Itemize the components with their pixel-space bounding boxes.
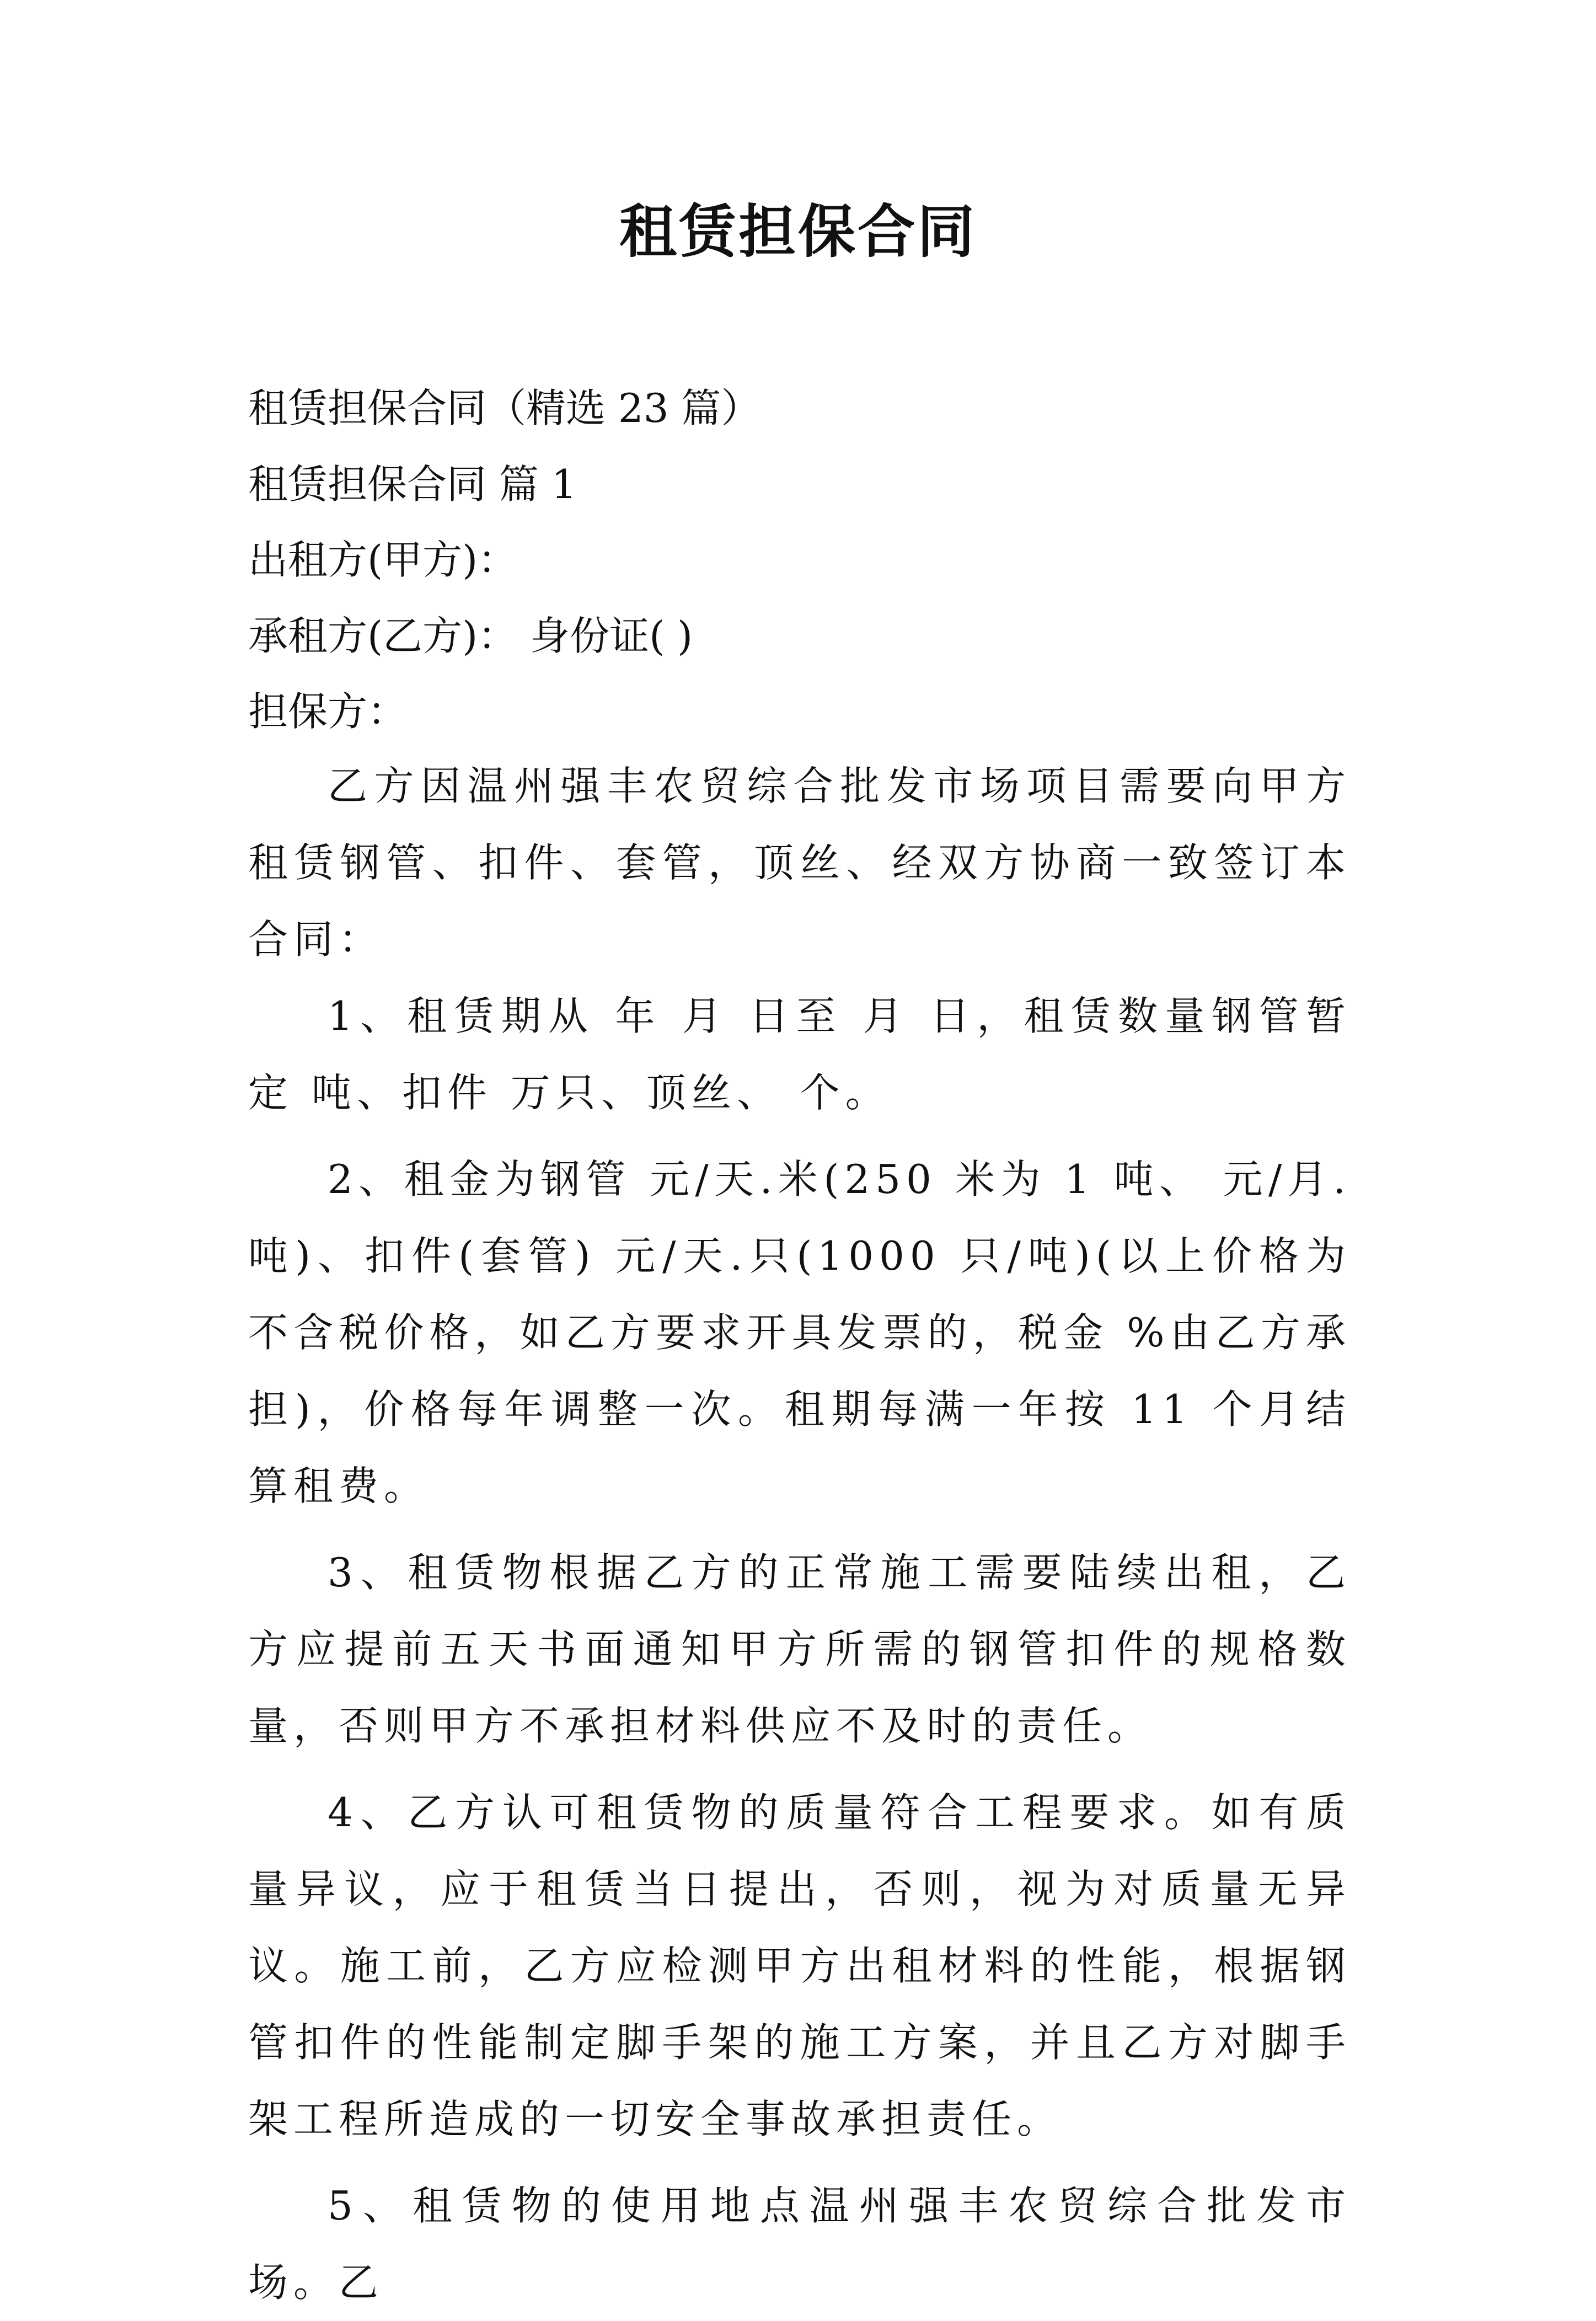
clause-2: 2、租金为钢管 元/天.米(250 米为 1 吨、 元/月.吨)、扣件(套管) 元/天.只(1000 只/吨)(以上价格为不含税价格，如乙方要求开具发票的，税金 %由乙方承担)，价格每年调整一次。租期每满一年按 11 个月结算租费。 [248, 1156, 1351, 1509]
clause-3: 3、租赁物根据乙方的正常施工需要陆续出租，乙方应提前五天书面通知甲方所需的钢管扣件的规格数量，否则甲方不承担材料供应不及时的责任。 [248, 1549, 1351, 1749]
clause-5: 5、租赁物的使用地点温州强丰农贸综合批发市场。乙 [248, 2183, 1351, 2306]
lessee-line: 承租方(乙方)： 身份证( ) [248, 613, 693, 659]
subtitle-line: 租赁担保合同（精选 23 篇） [248, 385, 761, 431]
clause-4: 4、乙方认可租赁物的质量符合工程要求。如有质量异议，应于租赁当日提出，否则，视为对质量无异议。施工前，乙方应检测甲方出租材料的性能，根据钢管扣件的性能制定脚手架的施工方案，并且乙方对脚手架工程所造成的一切安全事故承担责任。 [248, 1789, 1351, 2142]
clause-1: 1、租赁期从 年 月 日至 月 日，租赁数量钢管暂定 吨、扣件 万只、顶丝、 个。 [248, 993, 1351, 1116]
section-heading: 租赁担保合同 篇 1 [248, 461, 577, 507]
lessor-line: 出租方(甲方)： [248, 537, 518, 583]
document-title: 租赁担保合同 [619, 197, 977, 265]
intro-paragraph: 乙方因温州强丰农贸综合批发市场项目需要向甲方租赁钢管、扣件、套管，顶丝、经双方协商一致签订本合同： [248, 763, 1351, 962]
contract-body [248, 748, 1351, 2321]
guarantor-line: 担保方： [248, 688, 408, 735]
